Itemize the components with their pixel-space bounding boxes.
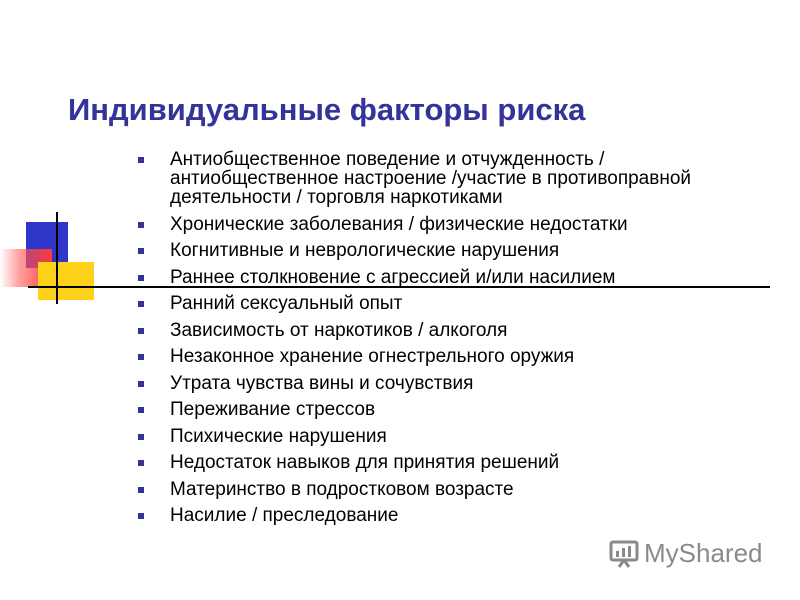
bullet-square-icon bbox=[138, 434, 144, 440]
bullet-square-icon bbox=[138, 460, 144, 466]
list-item-text: Материнство в подростковом возрасте bbox=[170, 478, 514, 500]
list-item bbox=[138, 321, 778, 340]
list-item-text: Раннее столкновение с агрессией и/или насилием bbox=[170, 266, 616, 288]
slide-title: Индивидуальные факторы риска bbox=[68, 92, 586, 127]
bullet-square-icon bbox=[138, 301, 144, 307]
list-item bbox=[138, 268, 778, 287]
list-item-text: Антиобщественное поведение и отчужденность / антиобщественное настроение /участие в противоправной деятельности / торговля наркотиками bbox=[170, 149, 692, 208]
bullet-square-icon bbox=[138, 381, 144, 387]
list-item-text: Утрата чувства вины и сочувствия bbox=[170, 372, 474, 394]
watermark-text: MyShared bbox=[644, 537, 763, 568]
list-item-text: Зависимость от наркотиков / алкоголя bbox=[170, 319, 508, 341]
decor-vertical-line bbox=[56, 212, 58, 304]
list-item bbox=[138, 374, 778, 393]
decor-yellow-square bbox=[38, 262, 94, 300]
bullet-square-icon bbox=[138, 275, 144, 281]
watermark[interactable] bbox=[608, 537, 763, 569]
bullet-list bbox=[138, 150, 778, 533]
list-item bbox=[138, 400, 778, 419]
list-item bbox=[138, 506, 778, 525]
list-item-text: Хронические заболевания / физические недостатки bbox=[170, 213, 628, 235]
list-item bbox=[138, 150, 778, 207]
bullet-square-icon bbox=[138, 513, 144, 519]
list-item bbox=[138, 241, 778, 260]
list-item-text: Ранний сексуальный опыт bbox=[170, 293, 403, 314]
list-item bbox=[138, 294, 778, 313]
list-item-text: Психические нарушения bbox=[170, 425, 387, 447]
list-item-text: Незаконное хранение огнестрельного оружия bbox=[170, 346, 575, 367]
bullet-square-icon bbox=[138, 248, 144, 254]
list-item bbox=[138, 215, 778, 234]
list-item bbox=[138, 347, 778, 366]
list-item-text: Когнитивные и неврологические нарушения bbox=[170, 240, 560, 261]
list-item bbox=[138, 453, 778, 472]
list-item bbox=[138, 480, 778, 499]
bullet-square-icon bbox=[138, 157, 144, 163]
list-item-text: Недостаток навыков для принятия решений bbox=[170, 452, 560, 473]
list-item bbox=[138, 427, 778, 446]
bullet-square-icon bbox=[138, 407, 144, 413]
list-item-text: Насилие / преследование bbox=[170, 505, 399, 526]
bullet-square-icon bbox=[138, 487, 144, 493]
bullet-square-icon bbox=[138, 328, 144, 334]
bullet-square-icon bbox=[138, 354, 144, 360]
list-item-text: Переживание стрессов bbox=[170, 399, 376, 420]
myshared-logo-icon bbox=[608, 537, 640, 569]
bullet-square-icon bbox=[138, 222, 144, 228]
